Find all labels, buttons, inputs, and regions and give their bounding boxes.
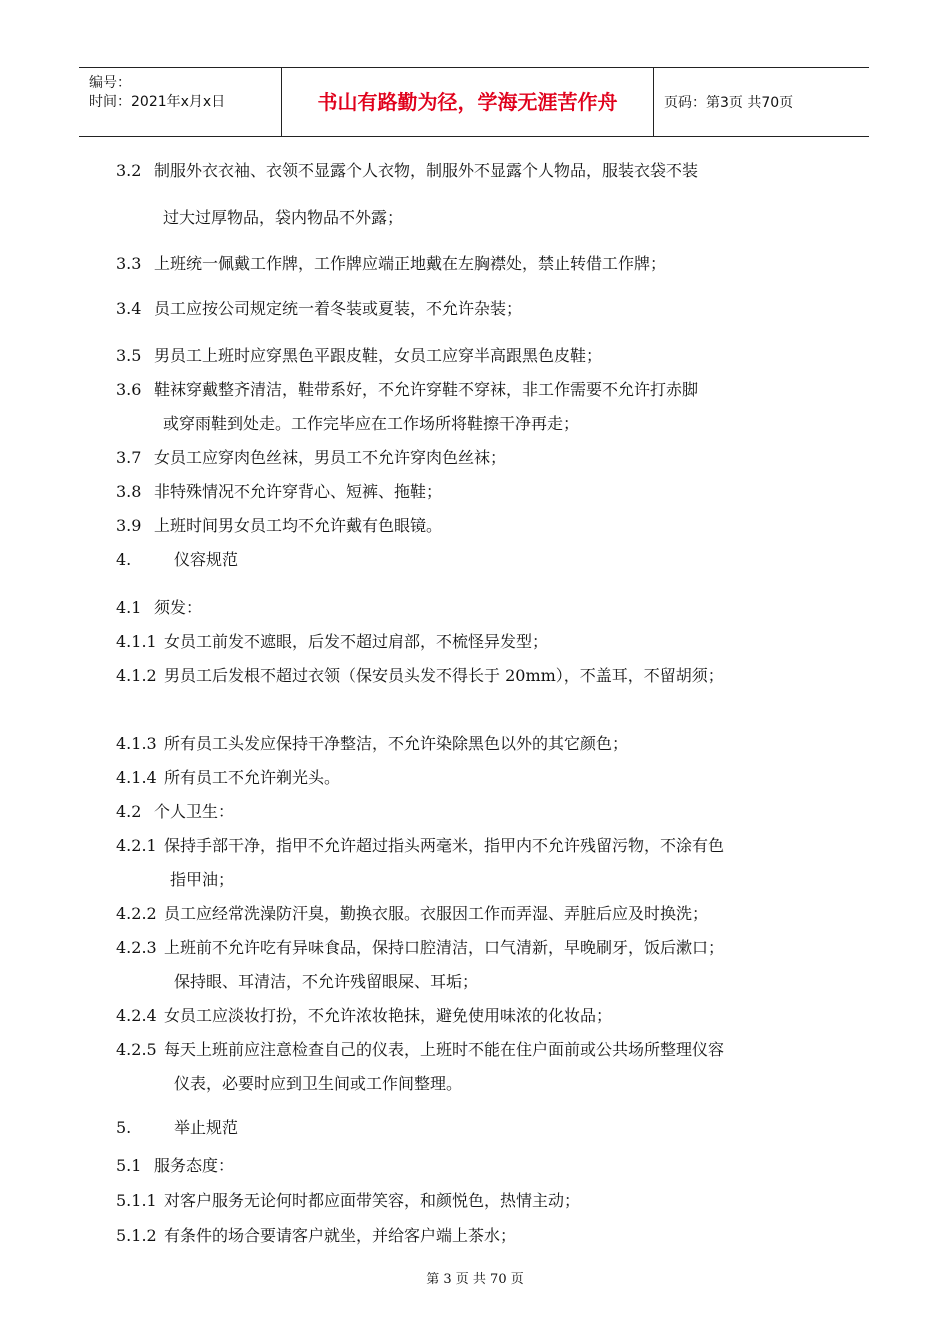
clause-number: 5.1 (116, 1156, 142, 1175)
clause-number: 3.2 (116, 161, 142, 180)
clause-text: 保持眼、耳清洁，不允许残留眼屎、耳垢； (174, 972, 479, 991)
clause-line (116, 935, 724, 958)
clause-text: 制服外衣衣袖、衣领不显露个人衣物，制服外不显露个人物品，服装衣袋不装 (154, 161, 699, 180)
clause-text: 员工应经常洗澡防汗臭，勤换衣服。衣服因工作而弄湿、弄脏后应及时换洗； (164, 904, 709, 923)
clause-line (116, 251, 666, 274)
clause-number: 4.2.5 (116, 1040, 157, 1059)
clause-text: 有条件的场合要请客户就坐，并给客户端上茶水； (164, 1226, 517, 1245)
clause-line (116, 629, 548, 652)
clause-line (163, 205, 403, 228)
clause-number: 3.3 (116, 254, 142, 273)
clause-text: 每天上班前应注意检查自己的仪表，上班时不能在住户面前或公共场所整理仪容 (164, 1040, 725, 1059)
date-label: 时间：2021年x月x日 (89, 94, 226, 110)
clause-number: 5. (116, 1118, 132, 1137)
clause-line (163, 411, 579, 434)
clause-line (174, 1071, 462, 1094)
clause-text: 保持手部干净，指甲不允许超过指头两毫米，指甲内不允许残留污物，不涂有色 (164, 836, 725, 855)
clause-number: 3.8 (116, 482, 142, 501)
clause-number: 4.1.2 (116, 666, 157, 685)
clause-line (116, 731, 628, 754)
clause-number: 3.7 (116, 448, 142, 467)
clause-line (170, 867, 234, 890)
clause-text: 上班时间男女员工均不允许戴有色眼镜。 (154, 516, 443, 535)
header-page-info: 页码：第3页 共70页 (664, 95, 794, 111)
clause-line (116, 799, 234, 822)
clause-line (116, 595, 202, 618)
clause-text: 指甲油； (170, 870, 235, 889)
clause-text: 女员工应淡妆打扮，不允许浓妆艳抹，避免使用味浓的化妆品； (164, 1006, 613, 1025)
clause-text: 举止规范 (174, 1118, 239, 1137)
clause-number: 4.1.1 (116, 632, 157, 651)
clause-number: 3.9 (116, 516, 142, 535)
code-label: 编号： (89, 75, 131, 91)
clause-line (116, 1003, 612, 1026)
clause-number: 4.2 (116, 802, 142, 821)
clause-text: 仪表，必要时应到卫生间或工作间整理。 (174, 1074, 463, 1093)
clause-text: 女员工应穿肉色丝袜，男员工不允许穿肉色丝袜； (154, 448, 507, 467)
clause-line (116, 343, 602, 366)
clause-line (116, 901, 708, 924)
clause-number: 4.2.4 (116, 1006, 157, 1025)
clause-text: 上班前不允许吃有异味食品，保持口腔清洁，口气清新，早晚刷牙，饭后漱口； (164, 938, 725, 957)
clause-text: 鞋袜穿戴整齐清洁，鞋带系好，不允许穿鞋不穿袜，非工作需要不允许打赤脚 (154, 380, 699, 399)
clause-number: 4.2.2 (116, 904, 157, 923)
clause-line (174, 969, 478, 992)
section-heading (116, 547, 238, 570)
clause-number: 5.1.1 (116, 1191, 157, 1210)
clause-line (116, 663, 724, 686)
clause-text: 员工应按公司规定统一着冬装或夏装，不允许杂装； (154, 299, 523, 318)
clause-number: 3.4 (116, 299, 142, 318)
clause-text: 过大过厚物品，袋内物品不外露； (163, 208, 404, 227)
clause-text: 非特殊情况不允许穿背心、短裤、拖鞋； (154, 482, 443, 501)
clause-line (116, 1223, 516, 1246)
clause-text: 仪容规范 (174, 550, 239, 569)
page-header (79, 67, 869, 137)
clause-line (116, 445, 506, 468)
clause-text: 上班统一佩戴工作牌，工作牌应端正地戴在左胸襟处，禁止转借工作牌； (154, 254, 667, 273)
clause-text: 对客户服务无论何时都应面带笑容，和颜悦色，热情主动； (164, 1191, 581, 1210)
clause-text: 女员工前发不遮眼，后发不超过肩部，不梳怪异发型； (164, 632, 549, 651)
clause-line (116, 479, 442, 502)
clause-number: 4.1 (116, 598, 142, 617)
clause-number: 4.1.3 (116, 734, 157, 753)
clause-line (116, 833, 724, 856)
clause-number: 4.1.4 (116, 768, 157, 787)
header-motto: 书山有路勤为径，学海无涯苦作舟 (282, 68, 654, 136)
clause-line (116, 513, 442, 536)
clause-number: 4.2.1 (116, 836, 157, 855)
clause-text: 个人卫生： (154, 802, 235, 821)
clause-text: 服务态度： (154, 1156, 235, 1175)
clause-text: 或穿雨鞋到处走。工作完毕应在工作场所将鞋擦干净再走； (163, 414, 580, 433)
clause-number: 4. (116, 550, 132, 569)
page-footer: 第 3 页 共 70 页 (426, 1272, 524, 1287)
clause-line (116, 296, 522, 319)
clause-text: 须发： (154, 598, 203, 617)
clause-number: 3.5 (116, 346, 142, 365)
clause-number: 4.2.3 (116, 938, 157, 957)
section-heading (116, 1115, 238, 1138)
clause-line (116, 1188, 580, 1211)
clause-line (116, 158, 698, 181)
clause-text: 男员工后发根不超过衣领（保安员头发不得长于 20mm），不盖耳，不留胡须； (164, 666, 724, 685)
clause-text: 所有员工不允许剃光头。 (164, 768, 341, 787)
clause-number: 5.1.2 (116, 1226, 157, 1245)
clause-line (116, 377, 698, 400)
clause-line (116, 1037, 724, 1060)
header-meta (79, 68, 282, 136)
clause-number: 3.6 (116, 380, 142, 399)
clause-line (116, 1153, 234, 1176)
clause-text: 所有员工头发应保持干净整洁，不允许染除黑色以外的其它颜色； (164, 734, 629, 753)
clause-line (116, 765, 340, 788)
clause-text: 男员工上班时应穿黑色平跟皮鞋，女员工应穿半高跟黑色皮鞋； (154, 346, 603, 365)
